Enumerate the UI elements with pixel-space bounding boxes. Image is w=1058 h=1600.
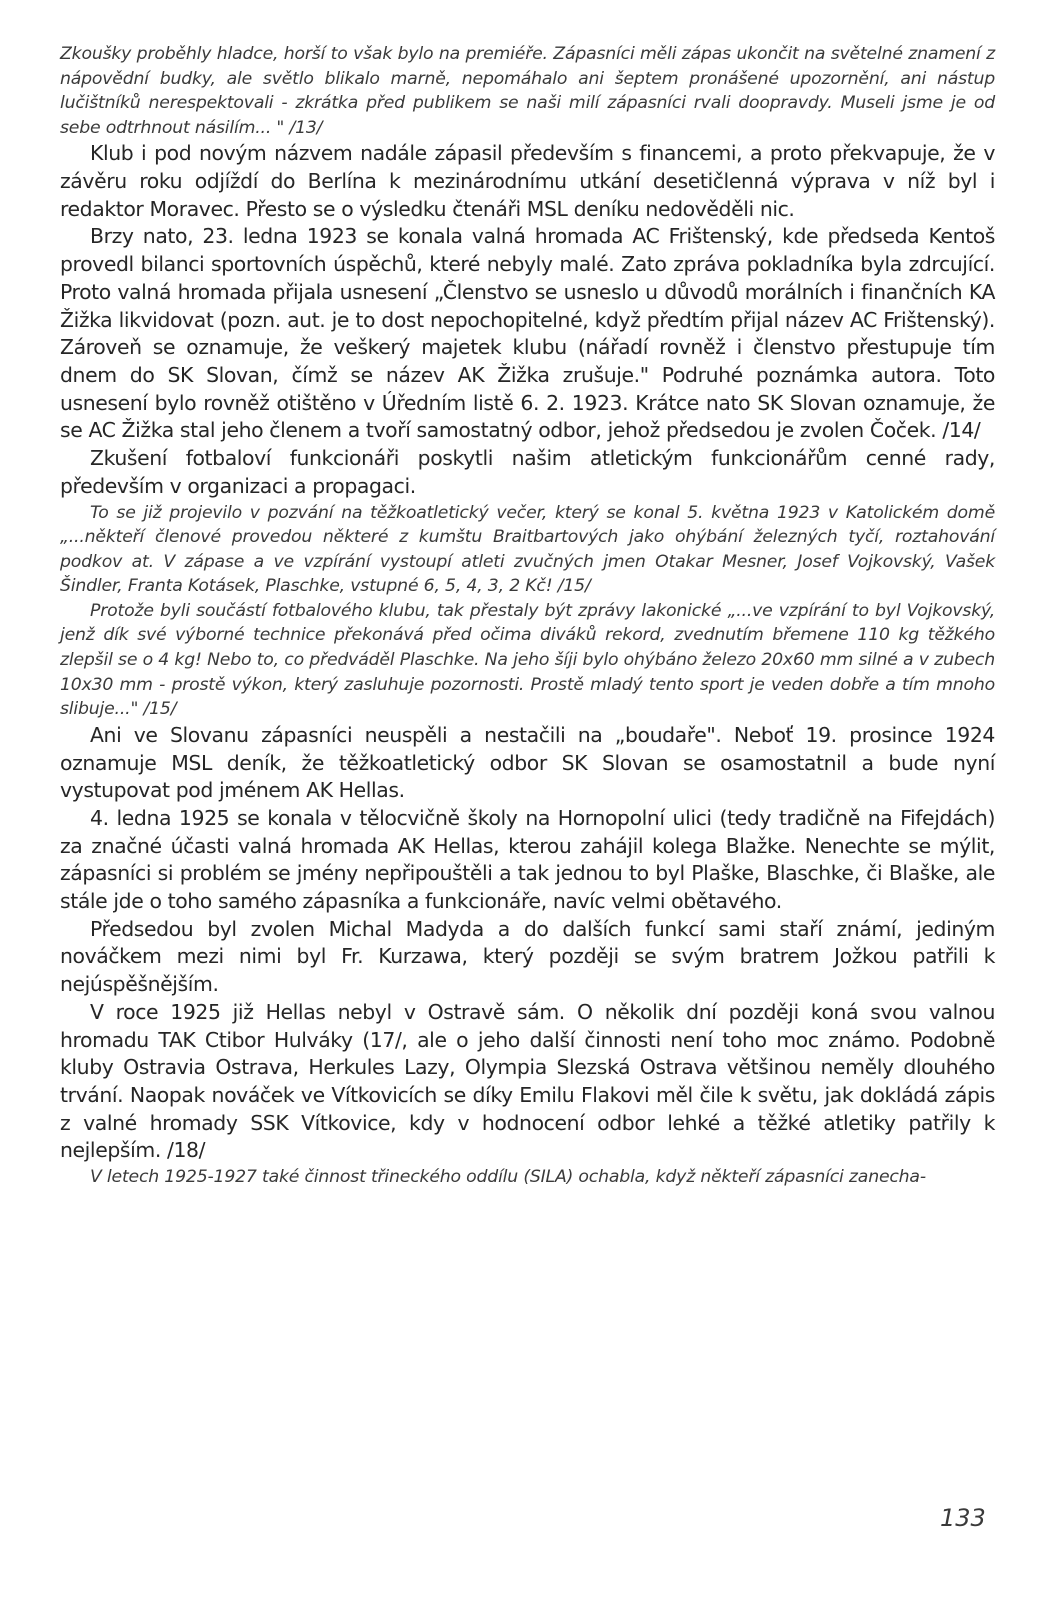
body-paragraph-2: Klub i pod novým názvem nadále zápasil především s financemi, a proto překvapuje, že v závěru roku odjíždí do Berlína k mezinárodnímu utkání desetičlenná výprava v níž byl i redaktor Moravec. Přesto se o výsledku čtenáři MSL deníku nedověděli nic.: [60, 141, 995, 221]
body-paragraph-4: Zkušení fotbaloví funkcionáři poskytli našim atletickým funkcionářům cenné rady, především v organizaci a propagaci.: [60, 446, 995, 498]
quote-paragraph-5: To se již projevilo v pozvání na těžkoatletický večer, který se konal 5. května 1923 v Katolickém domě „...někteří členové provedou některé z kumštu Braitbartových jako ohýbání železných tyčí, roztahování podkov at. V zápase a ve vzpírání vystoupí atleti zvučných jmen Otakar Mesner, Josef Vojkovský, Vašek Šindler, Franta Kotásek, Plaschke, vstupné 6, 5, 4, 3, 2 Kč! /15/: [60, 502, 995, 597]
page-body: [60, 42, 995, 1190]
body-paragraph-3: Brzy nato, 23. ledna 1923 se konala valná hromada AC Frištenský, kde předseda Kentoš provedl bilanci sportovních úspěchů, které nebyly malé. Zato zpráva pokladníka byla zdrcující. Proto valná hromada přijala usnesení „Členstvo se usneslo u důvodů morálních i finančních KA Žižka likvidovat (pozn. aut. je to dost nepochopitelné, když předtím přijal název AC Frištenský). Zároveň se oznamuje, že veškerý majetek klubu (nářadí rovněž i členstvo přestupuje tím dnem do SK Slovan, čímž se název AK Žižka zrušuje." Podruhé poznámka autora. Toto usnesení bylo rovněž otištěno v Úředním listě 6. 2. 1923. Krátce nato SK Slovan oznamuje, že se AC Žižka stal jeho členem a tvoří samostatný odbor, jehož předsedou je zvolen Čoček. /14/: [60, 224, 995, 443]
body-paragraph-7: Ani ve Slovanu zápasníci neuspěli a nestačili na „boudaře". Neboť 19. prosince 1924 oznamuje MSL deník, že těžkoatletický odbor SK Slovan se osamostatnil a bude nyní vystupovat pod jménem AK Hellas.: [60, 722, 995, 803]
body-paragraph-9: Předsedou byl zvolen Michal Madyda a do dalších funkcí sami staří známí, jediným nováčkem mezi nimi byl Fr. Kurzawa, který později se svým bratrem Jožkou patřili k nejúspěšnějším.: [60, 916, 995, 997]
body-paragraph-10: V roce 1925 již Hellas nebyl v Ostravě sám. O několik dní později koná svou valnou hromadu TAK Ctibor Hulváky (17/, ale o jeho další činnosti není toho moc známo. Podobně kluby Ostravia Ostrava, Herkules Lazy, Olympia Slezská Ostrava většinou neměly dlouhého trvání. Naopak nováček ve Vítkovicích se díky Emilu Flakovi měl čile k světu, jak dokládá zápis z valné hromady SSK Vítkovice, kdy v hodnocení odbor lehké a těžké atletiky patřily k nejlepším. /18/: [60, 999, 995, 1163]
page-number: 133: [940, 1504, 986, 1532]
body-paragraph-8: 4. ledna 1925 se konala v tělocvičně školy na Hornopolní ulici (tedy tradičně na Fifejdách) za značné účasti valná hromada AK Hellas, kterou zahájil kolega Blažke. Nenechte se mýlit, zápasníci si problém se jmény nepřipouštěli a tak jednou to byl Plaške, Blaschke, či Blaške, ale stále jde o toho samého zápasníka a funkcionáře, navíc velmi obětavého.: [60, 805, 995, 914]
quote-paragraph-6: Protože byli součástí fotbalového klubu, tak přestaly být zprávy lakonické „...ve vzpírání to byl Vojkovský, jenž dík své výborné technice překonává před očima diváků rekord, zvednutím břemene 110 kg těžkého zlepšil se o 4 kg! Nebo to, co předváděl Plaschke. Na jeho šíji bylo ohýbáno železo 20x60 mm silné a v zubech 10x30 mm - prostě výkon, který zasluhuje pozornosti. Prostě mladý tento sport je veden dobře a tím mnoho slibuje..." /15/: [60, 600, 995, 720]
quote-paragraph-11: V letech 1925-1927 také činnost třineckého oddílu (SILA) ochabla, když někteří zápasníci zanecha-: [90, 1167, 926, 1188]
quote-paragraph-1: Zkoušky proběhly hladce, horší to však bylo na premiéře. Zápasníci měli zápas ukončit na světelné znamení z nápovědní budky, ale světlo blikalo marně, nepomáhalo ani šeptem pronášené upozornění, ani nástup lučištníků nerespektovali - zkrátka před publikem se naši milí zápasníci rvali doopravdy. Museli jsme je od sebe odtrhnout násilím... " /13/: [60, 44, 995, 138]
